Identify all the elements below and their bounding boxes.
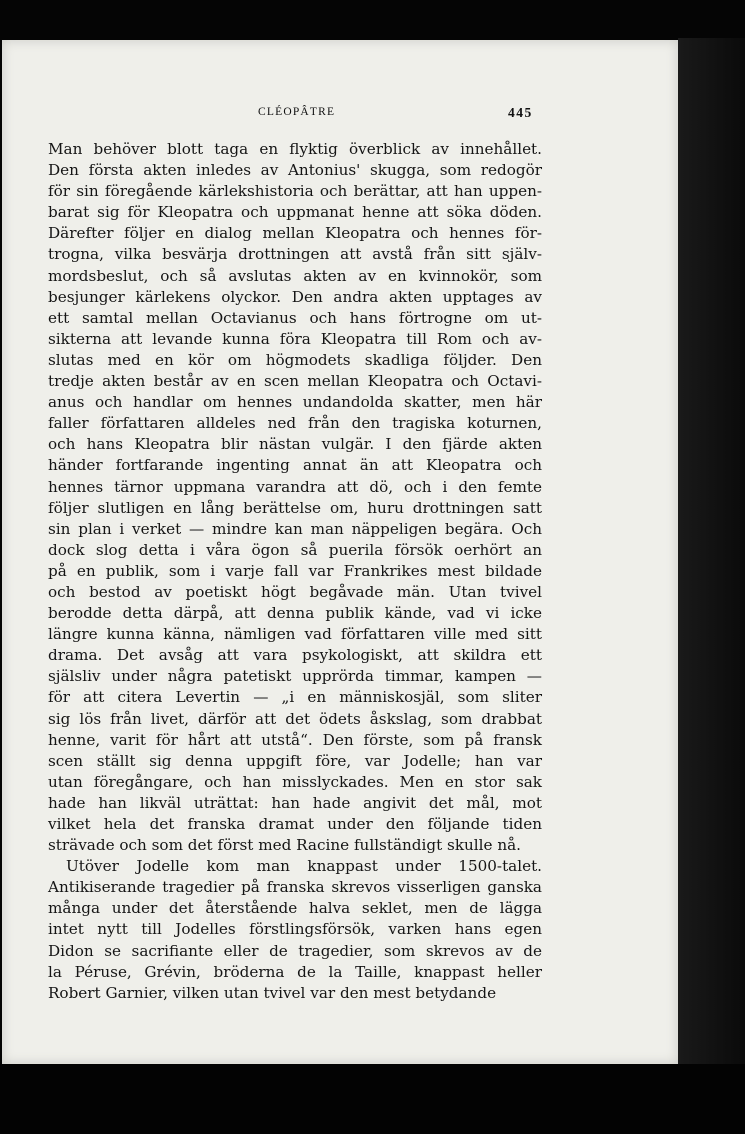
text-line: dock slog detta i våra ögon så puerila försök oerhört an (48, 540, 542, 559)
text-line: Robert Garnier, vilken utan tvivel var den mest betydande (48, 983, 497, 1002)
text-line: på en publik, som i varje fall var Frankrikes mest bildade (48, 561, 542, 580)
text-line: vilket hela det franska dramat under den följande tiden (48, 815, 542, 833)
text-line: trogna, vilka besvärja drottningen att avstå från sitt själv- (48, 245, 542, 264)
text-line: scen ställt sig denna uppgift före, var Jodelle; han var (48, 751, 542, 770)
text-line: för sin föregående kärlekshistoria och berättar, att han uppen- (48, 182, 542, 201)
text-line: sikterna att levande kunna föra Kleopatra till Rom och av- (48, 329, 542, 348)
page-number: 445 (508, 105, 533, 120)
text-line: och hans Kleopatra blir nästan vulgär. I den fjärde akten (48, 435, 542, 454)
text-line: barat sig för Kleopatra och uppmanat henne att söka döden. (48, 203, 542, 222)
text-line: slutas med en kör om högmodets skadliga följder. Den (48, 350, 542, 369)
text-line: mordsbeslut, och så avslutas akten av en kvinnokör, som (48, 266, 542, 285)
text-line: för att citera Levertin — „i en människosjäl, som sliter (48, 688, 542, 707)
text-line: längre kunna känna, nämligen vad författaren ville med sitt (48, 625, 542, 644)
text-line: många under det återstående halva seklet, men de lägga (48, 899, 542, 918)
text-line: utan föregångare, och han misslyckades. Men en stor sak (48, 772, 542, 791)
text-line: faller författaren alldeles ned från den tragiska koturnen, (48, 414, 542, 433)
body-text (48, 139, 542, 1004)
text-line: Didon se sacrifiante eller de tragedier, som skrevos av de (48, 941, 542, 960)
text-line: tredje akten består av en scen mellan Kleopatra och Octavi- (48, 372, 542, 391)
text-line: Utöver Jodelle kom man knappast under 1500-talet. (66, 857, 542, 876)
scan-bottom-border (0, 1064, 745, 1134)
text-line: henne, varit för hårt att utstå“. Den förste, som på fransk (48, 730, 542, 749)
text-line: drama. Det avsåg att vara psykologiskt, att skildra ett (48, 646, 542, 665)
text-line: besjunger kärlekens olyckor. Den andra akten upptages av (48, 287, 542, 306)
running-head (0, 106, 745, 122)
text-line: hennes tärnor uppmana varandra att dö, och i den femte (48, 477, 542, 496)
text-line: intet nytt till Jodelles förstlingsförsök, varken hans egen (48, 920, 542, 939)
text-line: sig lös från livet, därför att det ödets åskslag, som drabbat (48, 709, 542, 728)
text-line: händer fortfarande ingenting annat än att Kleopatra och (48, 456, 542, 475)
text-line: Man behöver blott taga en flyktig överblick av innehållet. (48, 140, 542, 158)
text-line: följer slutligen en lång berättelse om, huru drottningen satt (48, 498, 542, 517)
text-line: hade han likväl uträttat: han hade angivit det mål, mot (48, 793, 542, 812)
text-line: strävade och som det först med Racine fullständigt skulle nå. (48, 836, 521, 855)
text-line: sin plan i verket — mindre kan man näppeligen begära. Och (48, 519, 542, 538)
running-head-title: CLÉOPÂTRE (258, 106, 336, 118)
text-line: Därefter följer en dialog mellan Kleopatra och hennes för- (48, 224, 542, 243)
text-line: själsliv under några patetiskt upprörda timmar, kampen — (48, 667, 542, 686)
text-line: ett samtal mellan Octavianus och hans förtrogne om ut- (48, 308, 542, 327)
text-line: och bestod av poetiskt högt begåvade män. Utan tvivel (48, 582, 542, 601)
text-line: Antikiserande tragedier på franska skrevos visserligen ganska (48, 878, 542, 897)
book-edge-shadow (678, 38, 745, 1098)
text-line: anus och handlar om hennes undandolda skatter, men här (48, 393, 542, 412)
text-line: Den första akten inledes av Antonius' skugga, som redogör (48, 161, 542, 180)
text-line: la Péruse, Grévin, bröderna de la Taille, knappast heller (48, 962, 542, 981)
text-line: berodde detta därpå, att denna publik kände, vad vi icke (48, 604, 542, 623)
